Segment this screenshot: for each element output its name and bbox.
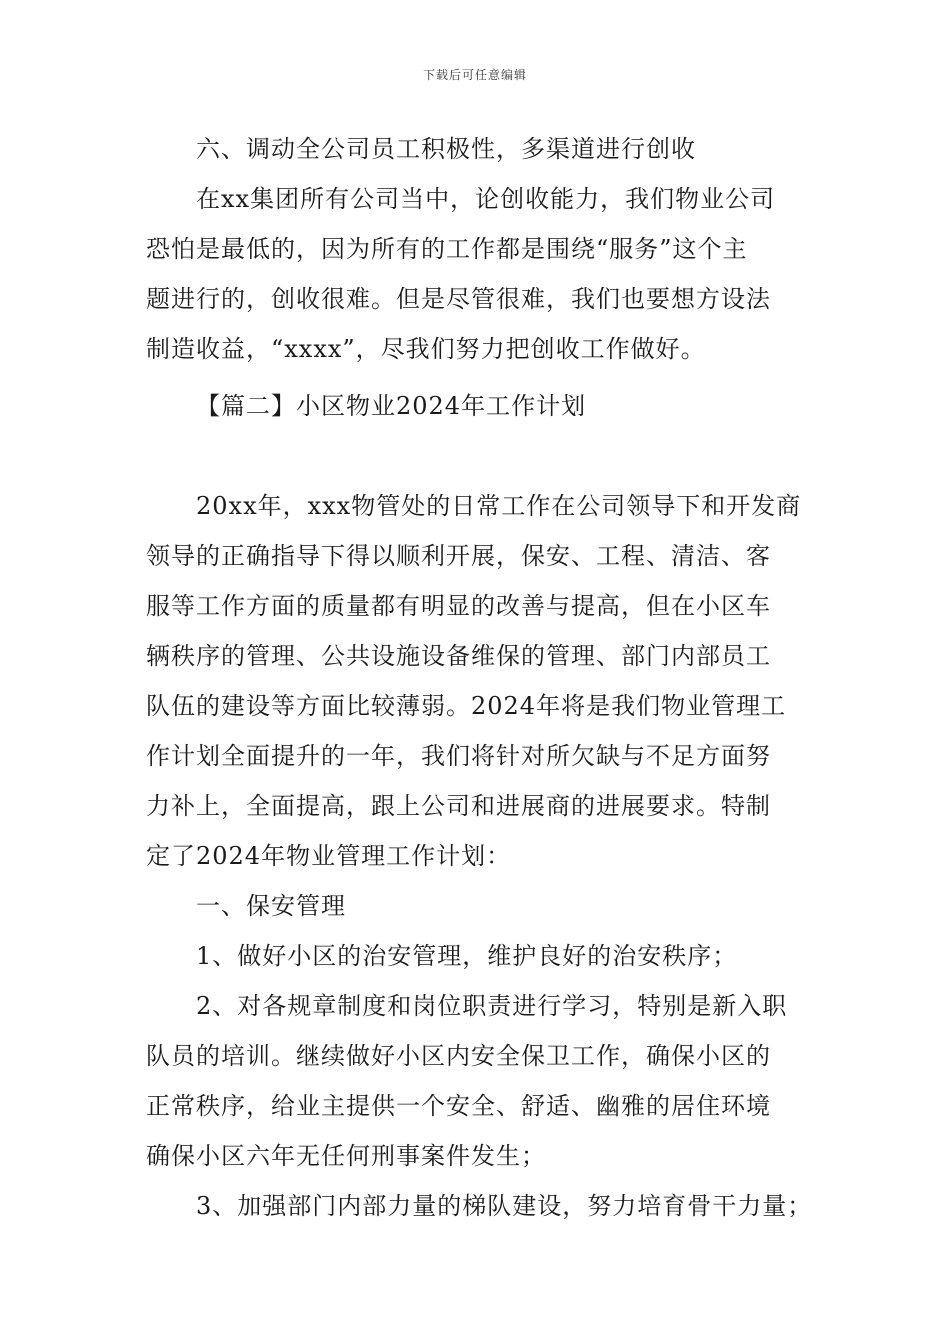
paragraph-line: 队员的培训。继续做好小区内安全保卫工作，确保小区的 [146,1042,771,1070]
section-heading-six: 六、调动全公司员工积极性，多渠道进行创收 [196,135,696,163]
list-item: 1、做好小区的治安管理，维护良好的治安秩序； [196,942,738,970]
document-body [146,124,813,1231]
header-note: 下载后可任意编辑 [422,68,527,82]
list-item: 3、加强部门内部力量的梯队建设，努力培育骨干力量； [196,1192,813,1220]
paragraph-line: 20xx年，xxx物管处的日常工作在公司领导下和开发商 [196,492,802,520]
paragraph-line: 题进行的，创收很难。但是尽管很难，我们也要想方设法 [146,285,771,313]
paragraph-line: 制造收益，“xxxx”，尽我们努力把创收工作做好。 [146,335,706,363]
paragraph-line: 正常秩序，给业主提供一个安全、舒适、幽雅的居住环境 [146,1092,771,1120]
paragraph-line: 领导的正确指导下得以顺利开展，保安、工程、清洁、客 [146,542,771,570]
paragraph-line: 队伍的建设等方面比较薄弱。2024年将是我们物业管理工 [146,692,787,720]
section-heading-one: 一、保安管理 [196,892,346,920]
paragraph-line: 在xx集团所有公司当中，论创收能力，我们物业公司 [196,185,776,213]
paragraph-line: 恐怕是最低的，因为所有的工作都是围绕“服务”这个主 [146,235,748,263]
paragraph-line: 确保小区六年无任何刑事案件发生； [146,1142,546,1170]
paragraph-line: 辆秩序的管理、公共设施设备维保的管理、部门内部员工 [146,642,771,670]
paragraph-line: 作计划全面提升的一年，我们将针对所欠缺与不足方面努 [146,742,771,770]
paragraph-line: 力补上，全面提高，跟上公司和进展商的进展要求。特制 [146,792,771,820]
paragraph-line: 定了2024年物业管理工作计划： [146,842,512,870]
paragraph-line: 服等工作方面的质量都有明显的改善与提高，但在小区车 [146,592,771,620]
list-item: 2、对各规章制度和岗位职责进行学习，特别是新入职 [196,992,788,1020]
article-title: 【篇二】小区物业2024年工作计划 [196,392,587,420]
